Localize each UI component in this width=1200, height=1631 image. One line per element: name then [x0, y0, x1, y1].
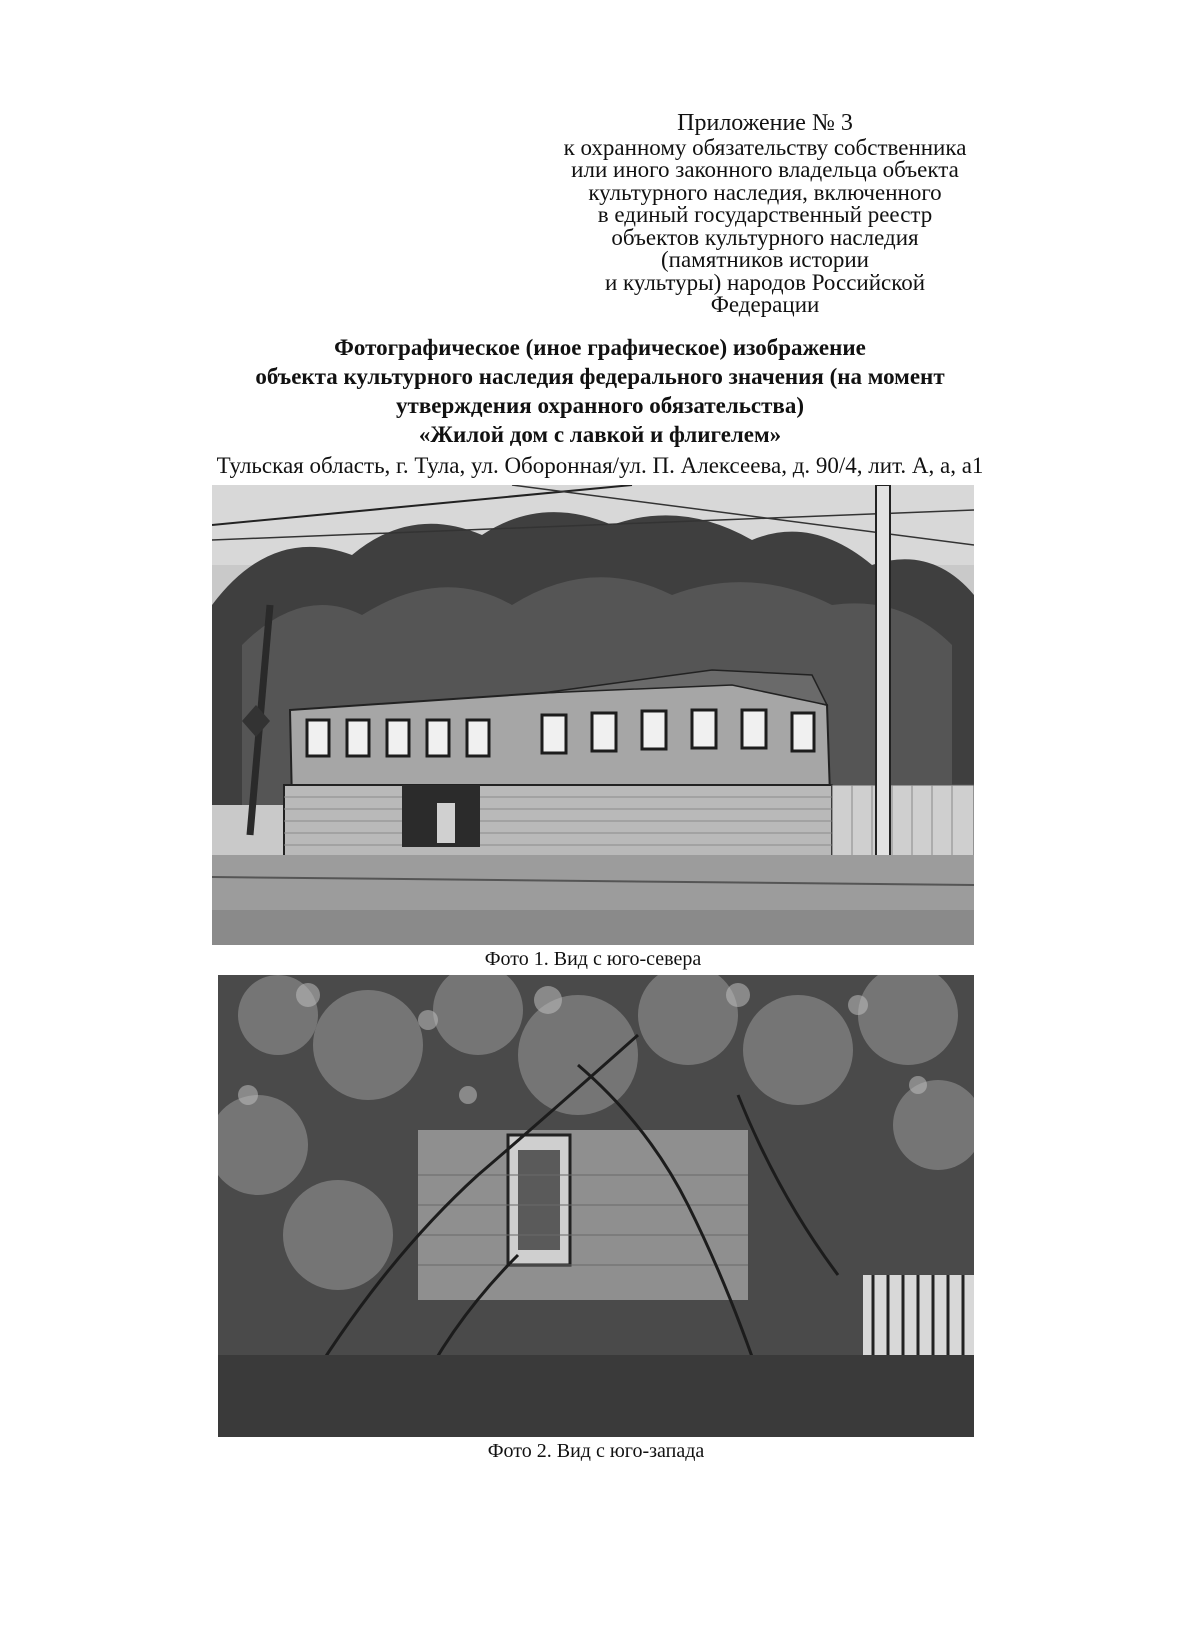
- annex-line: Федерации: [710, 292, 820, 317]
- annex-line: и культуры) народов Российской: [604, 269, 926, 295]
- object-address: Тульская область, г. Тула, ул. Оборонная/ул. П. Алексеева, д. 90/4, лит. А, а, а1: [216, 453, 984, 478]
- annex-header: [505, 112, 1025, 317]
- heading-line: Фотографическое (иное графическое) изображение: [334, 335, 866, 360]
- annex-line: в единый государственный реестр: [597, 202, 933, 227]
- annex-line: (памятников истории: [661, 247, 869, 272]
- annex-line: к охранному обязательству собственника: [563, 134, 967, 160]
- annex-line: или иного законного владельца объекта: [571, 157, 959, 182]
- object-name: «Жилой дом с лавкой и флигелем»: [418, 422, 782, 447]
- heading-line: объекта культурного наследия федерального значения (на момент: [255, 364, 945, 389]
- annex-title: Приложение № 3: [677, 110, 853, 136]
- annex-line: объектов культурного наследия: [611, 224, 919, 250]
- photo-overgrown-image: [218, 975, 974, 1437]
- annex-line: культурного наследия, включенного: [588, 179, 942, 205]
- photo-1-caption: Фото 1. Вид с юго-севера: [484, 948, 702, 970]
- photo-south-north: [212, 485, 974, 945]
- document-heading: [100, 333, 1100, 449]
- heading-line: утверждения охранного обязательства): [396, 393, 804, 418]
- photo-building-image: [212, 485, 974, 945]
- photo-south-west: [218, 975, 974, 1437]
- photo-2-caption: Фото 2. Вид с юго-запада: [487, 1440, 705, 1462]
